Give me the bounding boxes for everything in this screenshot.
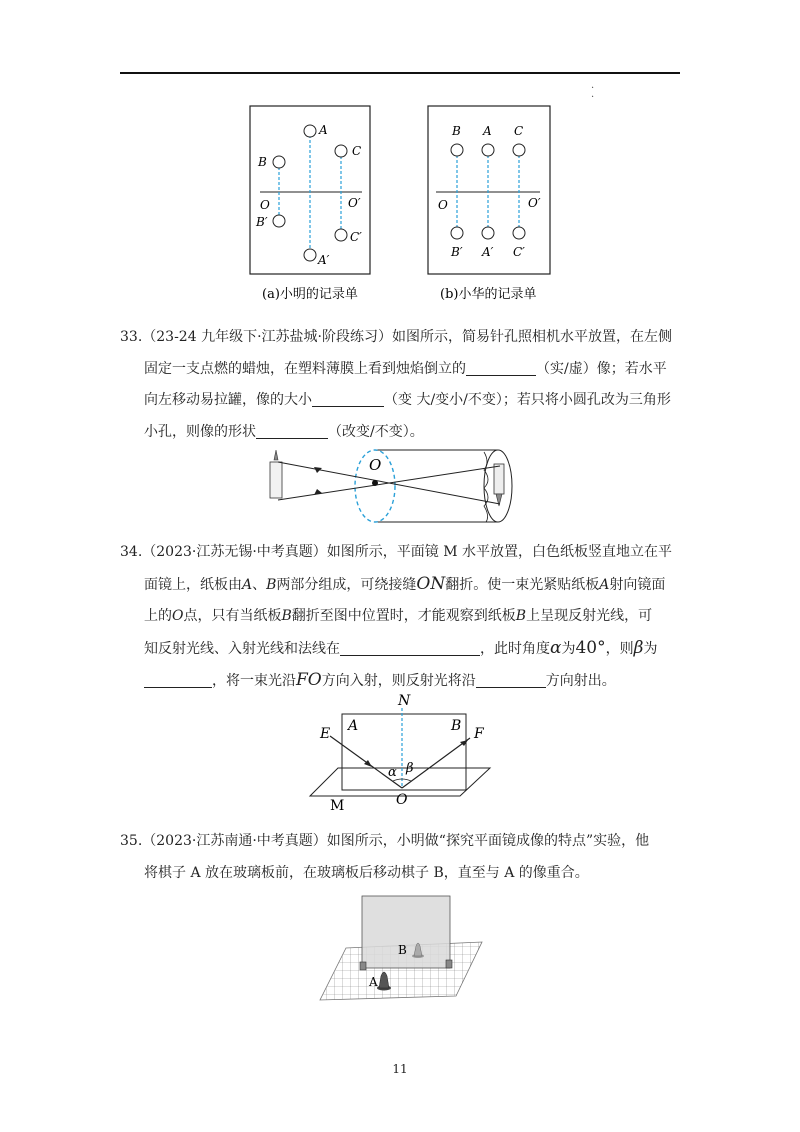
q34-text5a: ，将一束光沿 bbox=[212, 673, 296, 689]
q34-blank1[interactable] bbox=[340, 639, 480, 656]
q35-text2: 将棋子 A 放在玻璃板前，在玻璃板后移动棋子 B，直至与 A 的像重合。 bbox=[144, 864, 589, 881]
q34-text4b: ，此时角度 bbox=[480, 640, 550, 657]
glass-clip-right bbox=[446, 960, 452, 968]
q34-text4d: ，则 bbox=[605, 640, 634, 657]
piece-label-A: A bbox=[369, 975, 378, 989]
q35-number: 35. bbox=[120, 833, 143, 849]
glass-plate bbox=[362, 896, 450, 968]
sheet-a-point-b2 bbox=[273, 215, 285, 227]
q33-line3 bbox=[120, 385, 680, 417]
question-34 bbox=[120, 537, 680, 698]
q34-sym-a: A bbox=[242, 576, 253, 593]
caption-a: (a)小明的记录单 bbox=[262, 287, 358, 302]
pinhole-label-O: O bbox=[369, 456, 382, 474]
q34-text4e: 为 bbox=[643, 640, 658, 657]
q33-text4a: 小孔，则像的形状 bbox=[144, 423, 256, 440]
paper-board bbox=[342, 714, 466, 790]
q35-source: （2023·江苏南通·中考真题） bbox=[142, 833, 327, 849]
q33-line4 bbox=[120, 417, 680, 449]
glass-clip-left bbox=[360, 962, 366, 970]
q34-text2a: 面镜上，纸板由 bbox=[144, 576, 242, 593]
q34-text2c: 两部分组成，可绕接缝 bbox=[276, 576, 417, 593]
q34-angle-value: 40° bbox=[575, 637, 606, 658]
q33-text3b: （变 大/变小/不变）；若只将小圆孔改为三角形 bbox=[384, 392, 671, 408]
label-b-C: C bbox=[514, 124, 524, 138]
fig34-label-F: F bbox=[474, 726, 484, 742]
margin-dots: · · bbox=[591, 83, 595, 103]
page-number: 11 bbox=[392, 1062, 408, 1076]
sheet-a-point-a bbox=[304, 125, 316, 137]
fig34-label-O: O bbox=[396, 792, 408, 808]
q34-sym-b3: B bbox=[515, 608, 527, 624]
q34-text3a: 上的 bbox=[144, 608, 172, 624]
figure-glass-plate bbox=[318, 890, 488, 1002]
sheet-b-point-a bbox=[482, 144, 494, 156]
sheet-a-point-c2 bbox=[335, 229, 347, 241]
q33-text2a: 固定一支点燃的蜡烛，在塑料薄膜上看到烛焰倒立的 bbox=[144, 360, 466, 377]
label-a-B2: B′ bbox=[256, 215, 268, 229]
q34-source: （2023·江苏无锡·中考真题） bbox=[142, 544, 327, 560]
candle bbox=[270, 450, 282, 498]
fig34-label-A: A bbox=[348, 718, 359, 734]
q33-text4b: （改变/不变）。 bbox=[328, 423, 424, 440]
label-a-O2: O′ bbox=[348, 196, 361, 210]
piece-label-B: B bbox=[398, 943, 407, 957]
figure-record-sheets bbox=[240, 100, 570, 305]
sheet-b-point-b bbox=[451, 144, 463, 156]
q34-text2d: 翻折。使一束光紧贴纸板 bbox=[445, 576, 600, 593]
q33-text1: 如图所示，简易针孔照相机水平放置，在左侧 bbox=[391, 329, 672, 345]
sheet-b-point-a2 bbox=[482, 227, 494, 239]
q34-text2e: 射向镜面 bbox=[609, 576, 666, 593]
ray-bottom bbox=[278, 466, 500, 500]
q34-text5c: 方向射出。 bbox=[545, 673, 616, 689]
q33-source: （23-24 九年级下·江苏盐城·阶段练习） bbox=[142, 329, 392, 345]
q33-text2b: （实/虚）像；若水平 bbox=[536, 360, 667, 377]
label-b-B2: B′ bbox=[451, 245, 463, 259]
q34-text3d: 上呈现反射光线，可 bbox=[526, 608, 653, 624]
fig34-label-B: B bbox=[451, 718, 462, 734]
q34-text2b: 、 bbox=[252, 576, 267, 593]
q34-number: 34. bbox=[120, 544, 143, 560]
sheet-a-point-a2 bbox=[304, 249, 316, 261]
fig34-label-E: E bbox=[320, 726, 331, 742]
label-a-C2: C′ bbox=[350, 230, 362, 244]
q33-blank3[interactable] bbox=[256, 422, 328, 439]
label-a-C: C bbox=[352, 144, 362, 158]
label-b-B: B bbox=[452, 124, 461, 138]
label-a-A: A bbox=[319, 123, 328, 137]
caption-b: (b)小华的记录单 bbox=[440, 287, 537, 302]
q33-blank1[interactable] bbox=[466, 359, 536, 376]
fig34-label-alpha: α bbox=[388, 765, 397, 780]
q34-line1 bbox=[120, 537, 680, 569]
label-b-O2: O′ bbox=[528, 196, 541, 210]
label-a-A2: A′ bbox=[318, 253, 330, 267]
q34-line4 bbox=[120, 633, 680, 666]
q33-line1 bbox=[120, 322, 680, 354]
figure-pinhole-camera bbox=[262, 446, 538, 526]
q34-text3c: 翻折至图中位置时，才能观察到纸板 bbox=[291, 608, 516, 624]
q33-line2 bbox=[120, 354, 680, 386]
q34-sym-beta: β bbox=[633, 637, 644, 658]
q34-text4a: 知反射光线、入射光线和法线在 bbox=[144, 640, 340, 657]
q34-sym-a2: A bbox=[599, 576, 610, 593]
question-35 bbox=[120, 826, 680, 889]
fig34-label-N: N bbox=[398, 693, 411, 709]
q34-sym-alpha: α bbox=[550, 637, 562, 658]
fig34-label-M: M bbox=[330, 798, 345, 812]
q34-sym-on: ON bbox=[416, 573, 446, 594]
q34-blank3[interactable] bbox=[476, 671, 546, 688]
sheet-a-point-b bbox=[273, 156, 285, 168]
label-b-C2: C′ bbox=[513, 245, 525, 259]
q35-line1 bbox=[120, 826, 680, 858]
q33-text3a: 向左移动易拉罐，像的大小 bbox=[144, 392, 312, 408]
q34-sym-b: B bbox=[266, 576, 277, 593]
label-a-B: B bbox=[258, 155, 267, 169]
sheet-a-point-c bbox=[335, 145, 347, 157]
label-b-A2: A′ bbox=[482, 245, 494, 259]
q34-text4c: 为 bbox=[561, 640, 576, 657]
q34-sym-o: O bbox=[172, 608, 184, 624]
header-rule bbox=[120, 72, 680, 74]
q34-sym-fo: FO bbox=[296, 670, 322, 690]
pinhole-point bbox=[372, 480, 378, 486]
q34-sym-b2: B bbox=[281, 608, 292, 624]
figure-reflection bbox=[300, 692, 500, 812]
inverted-image bbox=[494, 464, 504, 506]
q33-blank2[interactable] bbox=[312, 390, 384, 407]
sheet-b-point-b2 bbox=[451, 227, 463, 239]
label-b-A: A bbox=[483, 124, 492, 138]
q35-line2 bbox=[120, 858, 680, 890]
q34-text3b: 点，只有当纸板 bbox=[183, 608, 282, 624]
q34-blank2[interactable] bbox=[144, 671, 212, 688]
q34-line3 bbox=[120, 601, 680, 633]
sheet-b-point-c bbox=[513, 144, 525, 156]
fig34-label-beta: β bbox=[406, 761, 414, 776]
label-b-O: O bbox=[438, 198, 448, 212]
label-a-O: O bbox=[260, 198, 270, 212]
sheet-b-point-c2 bbox=[513, 227, 525, 239]
q35-text1: 如图所示，小明做“探究平面镜成像的特点”实验，他 bbox=[326, 833, 650, 849]
q34-text5b: 方向入射，则反射光将沿 bbox=[321, 673, 476, 689]
q34-text1: 如图所示，平面镜 M 水平放置，白色纸板竖直地立在平 bbox=[326, 544, 673, 560]
question-33 bbox=[120, 322, 680, 448]
q33-number: 33. bbox=[120, 329, 143, 345]
q34-line2 bbox=[120, 569, 680, 602]
